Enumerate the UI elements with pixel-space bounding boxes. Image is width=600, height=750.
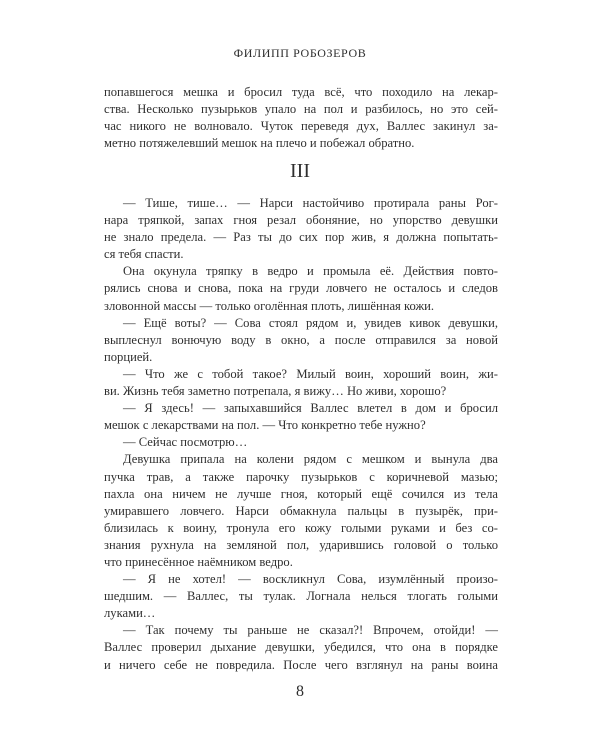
text-line: мешок с лекарствами на пол. — Что конкретно тебе нужно? — [104, 418, 426, 433]
text-line: час никого не волновало. Чуток переведя дух, Валлес закинул за- — [104, 119, 498, 134]
text-line: Девушка припала на колени рядом с мешком и вынула два — [123, 452, 498, 467]
chapter-number: III — [290, 160, 310, 182]
running-head: ФИЛИПП РОБОЗЕРОВ — [233, 46, 367, 60]
text-after-chapter — [104, 195, 498, 674]
text-line: луками… — [104, 606, 156, 621]
text-line: Валлес проверил дыхание девушки, убедился, что она в порядке — [104, 640, 498, 655]
text-line: — Я здесь! — запыхавшийся Валлес влетел в дом и бросил — [123, 401, 498, 416]
text-line: ства. Несколько пузырьков упало на пол и разбилось, но это сей- — [104, 102, 498, 117]
text-line: метно потяжелевший мешок на плечо и побежал обратно. — [104, 136, 415, 151]
text-line: — Ещё воты? — Сова стоял рядом и, увидев кивок девушки, — [123, 315, 498, 330]
text-line: что принесённое наёмником ведро. — [104, 554, 293, 569]
text-line: нара тряпкой, запах гноя резал обоняние, но упорство девушки — [104, 213, 498, 228]
text-line: близилась к воину, тронула его кожу голыми руками и без со- — [104, 520, 498, 535]
text-before-chapter — [104, 84, 498, 152]
text-line: и ничего себе не повредила. После чего взглянул на раны воина — [104, 657, 498, 672]
text-line: пучка трав, а также парочку пузырьков с коричневой мазью; — [104, 469, 498, 484]
text-line: — Сейчас посмотрю… — [123, 435, 248, 450]
text-line: знания рухнула на земляной пол, ударившись головой о только — [104, 537, 498, 552]
text-line: ся тебя спасти. — [104, 247, 184, 262]
text-line: — Что же с тобой такое? Милый воин, хороший воин, жи- — [123, 366, 498, 381]
text-line: порцией. — [104, 349, 153, 364]
text-line: не знало предела. — Раз ты до сих пор жив, я должна попытать- — [104, 230, 498, 245]
text-line: зловонной массы — только оголённая плоть, лишённая кожи. — [104, 298, 435, 313]
text-line: Она окунула тряпку в ведро и промыла её. Действия повто- — [123, 264, 498, 279]
text-line: — Тише, тише… — Нарси настойчиво протирала раны Рог- — [123, 196, 498, 210]
text-line: рялись снова и снова, пока на груди ловчего не осталось и следов — [104, 281, 498, 296]
page-number: 8 — [296, 683, 304, 700]
text-line: умиравшего ловчего. Нарси обмакнула пальцы в пузырёк, при- — [104, 503, 498, 518]
text-line: ви. Жизнь тебя заметно потрепала, я вижу… Но живи, хорошо? — [104, 384, 447, 399]
text-line: — Я не хотел! — воскликнул Сова, изумлённый произо- — [123, 572, 498, 587]
text-line: шедшим. — Валлес, ты тулак. Логнала нелься тлогать голыми — [104, 589, 498, 604]
text-line: — Так почему ты раньше не сказал?! Впрочем, отойди! — — [123, 623, 498, 638]
text-line: пахла она ничем не лучше гноя, который ещё сочился из тела — [104, 486, 498, 501]
text-line: выплеснул вонючую воду в окно, а после отправился за новой — [104, 332, 498, 347]
text-line: попавшегося мешка и бросил туда всё, что походило на лекар- — [104, 85, 498, 99]
